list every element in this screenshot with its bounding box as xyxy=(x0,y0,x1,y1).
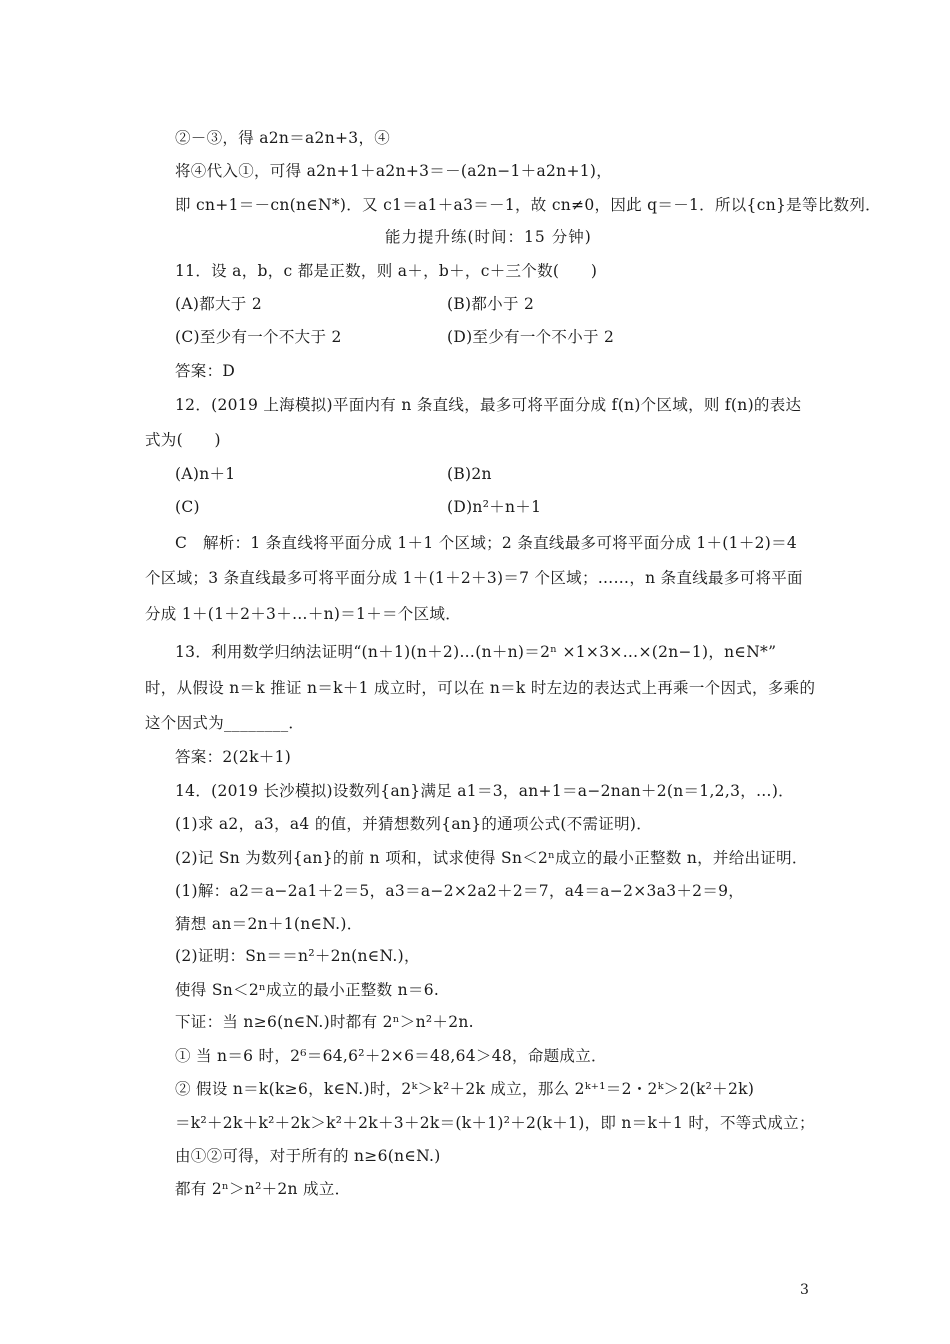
text-line: 这个因式为________． xyxy=(145,714,305,732)
option-d: (D)n²＋n＋1 xyxy=(447,498,542,516)
section-heading: 能力提升练(时间：15 分钟) xyxy=(385,228,592,246)
text-line: 由①②可得，对于所有的 n≥6(n∈N.) xyxy=(175,1147,441,1165)
text-line: 都有 2ⁿ＞n²＋2n 成立． xyxy=(175,1180,351,1198)
text-line: ① 当 n＝6 时，2⁶＝64,6²＋2×6＝48,64＞48，命题成立． xyxy=(175,1047,607,1065)
option-c: (C) xyxy=(175,498,200,516)
option-c: (C)至少有一个不大于 2 xyxy=(175,328,342,346)
text-line: 下证：当 n≥6(n∈N.)时都有 2ⁿ＞n²＋2n. xyxy=(175,1013,474,1031)
question-14: 14．(2019 长沙模拟)设数列{an}满足 a1＝3，an+1＝a−2nan＋2(n＝1,2,3，…)． xyxy=(175,782,794,800)
option-b: (B)都小于 2 xyxy=(447,295,535,313)
page-number: 3 xyxy=(800,1282,809,1298)
text-line: ② 假设 n＝k(k≥6，k∈N.)时，2ᵏ＞k²＋2k 成立，那么 2ᵏ⁺¹＝2・2ᵏ＞2(k²＋2k) xyxy=(175,1080,755,1098)
text-line: 时，从假设 n＝k 推证 n＝k＋1 成立时，可以在 n＝k 时左边的表达式上再乘一个因式，多乘的 xyxy=(145,679,816,697)
question-13: 13．利用数学归纳法证明“(n＋1)(n＋2)…(n＋n)＝2ⁿ ×1×3×…×(2n−1)，n∈N*” xyxy=(175,643,777,661)
answer-11: 答案：D xyxy=(175,362,236,380)
question-11: 11．设 a，b，c 都是正数，则 a＋，b＋，c＋三个数( ) xyxy=(175,262,598,280)
text-line: (1)解：a2＝a−2a1＋2＝5，a3＝a−2×2a2＋2＝7，a4＝a−2×3a3＋2＝9， xyxy=(175,882,745,900)
option-a: (A)n＋1 xyxy=(175,465,236,483)
text-line: (2)记 Sn 为数列{an}的前 n 项和，试求使得 Sn＜2ⁿ成立的最小正整数 n，并给出证明． xyxy=(175,849,808,867)
answer-13: 答案：2(2k＋1) xyxy=(175,748,292,766)
solution-12: C 解析：1 条直线将平面分成 1＋1 个区域；2 条直线最多可将平面分成 1＋(1＋2)＝4 xyxy=(175,534,798,552)
option-a: (A)都大于 2 xyxy=(175,295,262,313)
text-line: 将④代入①，可得 a2n+1＋a2n+3＝－(a2n−1＋a2n+1)， xyxy=(175,162,613,180)
text-line: ＝k²＋2k＋k²＋2k＞k²＋2k＋3＋2k＝(k＋1)²＋2(k＋1)，即 n＝k＋1 时，不等式成立； xyxy=(175,1114,815,1132)
option-b: (B)2n xyxy=(447,465,492,483)
text-line: 个区域；3 条直线最多可将平面分成 1＋(1＋2＋3)＝7 个区域；……，n 条直线最多可将平面 xyxy=(145,569,803,587)
text-line: 猜想 an＝2n＋1(n∈N.)． xyxy=(175,915,363,933)
text-line: 分成 1＋(1＋2＋3＋…＋n)＝1＋＝个区域． xyxy=(145,605,462,623)
text-line: 即 cn+1＝－cn(n∈N*)．又 c1＝a1＋a3＝－1，故 cn≠0，因此 q＝－1．所以{cn}是等比数列． xyxy=(175,196,881,214)
text-line: (1)求 a2，a3，a4 的值，并猜想数列{an}的通项公式(不需证明)． xyxy=(175,815,653,833)
option-d: (D)至少有一个不小于 2 xyxy=(447,328,615,346)
question-12: 12．(2019 上海模拟)平面内有 n 条直线，最多可将平面分成 f(n)个区域，则 f(n)的表达 xyxy=(175,396,802,414)
text-line: (2)证明：Sn＝＝n²＋2n(n∈N.)， xyxy=(175,947,420,965)
text-line: 使得 Sn＜2ⁿ成立的最小正整数 n＝6. xyxy=(175,981,440,999)
text-line: 式为( ) xyxy=(145,431,221,449)
text-line: ②－③，得 a2n＝a2n+3，④ xyxy=(175,129,391,147)
